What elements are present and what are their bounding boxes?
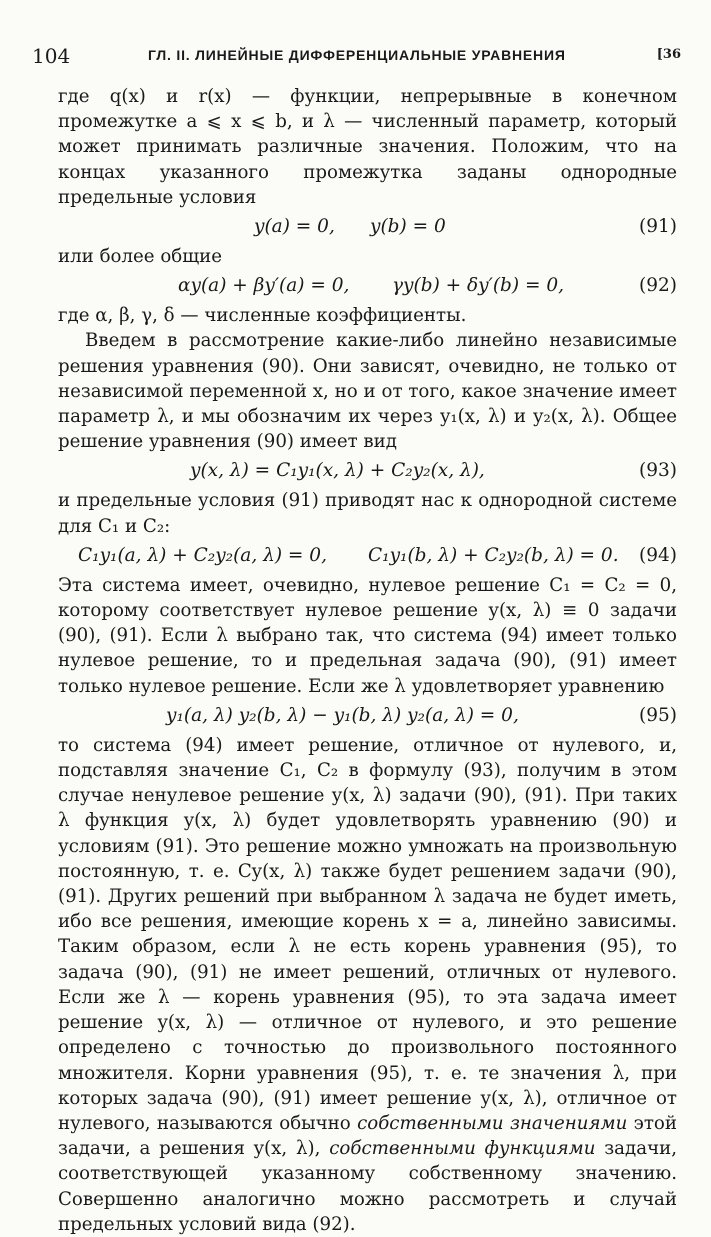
equation-number: (91) [639,216,677,238]
paragraph: или более общие [58,246,223,268]
equation-number: (95) [639,704,677,726]
equation-right: γy(b) + δy′(b) = 0, [392,275,565,297]
equation-93 [58,454,677,488]
equation-92 [58,269,677,303]
page-number: 104 [32,44,71,68]
paragraph: где q(x) и r(x) — функции, непрерывные в конечном промежутке a ⩽ x ⩽ b, и λ — численный параметр, который может принимать различные значения. Положим, что на концах указанного промежутка заданы однородные предельные условия [58,86,677,208]
equation-94 [58,539,677,573]
chapter-title: ГЛ. II. ЛИНЕЙНЫЕ ДИФФЕРЕНЦИАЛЬНЫЕ УРАВНЕНИЯ [148,47,566,63]
equation-left: y(a) = 0, [254,216,335,238]
section-marker: [36 [656,47,681,62]
emphasized-term: собственными функциями [329,1138,596,1160]
equation-formula: y₁(a, λ) y₂(b, λ) − y₁(b, λ) y₂(a, λ) = 0, [166,704,519,726]
equation-95 [58,699,677,733]
text-run: задачи, соответствующей указанному собственному значению. Совершенно аналогично можно рассмотреть и случай предельных условий вида (92). [58,1138,677,1235]
paragraph: Введем в рассмотрение какие-либо линейно независимые решения уравнения (90). Они зависят, очевидно, не только от независимой переменной x, но и от того, какое значение имеет параметр λ, и мы обозначим их через y₁(x, λ) и y₂(x, λ). Общее решение уравнения (90) имеет вид [58,330,677,453]
equation-number: (92) [639,275,677,297]
equation-right: y(b) = 0 [370,216,446,238]
equation-formula: y(x, λ) = C₁y₁(x, λ) + C₂y₂(x, λ), [190,460,485,482]
text-run: этой задачи, а решения y(x, λ), [58,1112,677,1160]
text-run: то система (94) имеет решение, отличное от нулевого, и, подставляя значение C₁, C₂ в формулу (93), получим в этом случае ненулевое решение y(x, λ) задачи (90), (91). При таких λ функция y(x, λ) будет удовлетворять уравнению (90) и условиям (91). Это решение можно умножать на произвольную постоянную, т. е. Cy(x, λ) также будет решением задачи (90), (91). Других решений при выбранном λ задача не будет иметь, ибо все решения, имеющие корень x = a, линейно зависимы. Таким образом, если λ не есть корень уравнения (95), то задача (90), (91) не имеет решений, отличных от нулевого. Если же λ — корень уравнения (95), то эта задача имеет решение y(x, λ) — отличное от нулевого, и это решение определено с точностью до произвольного постоянного множителя. Корни уравнения (95), т. е. те значения λ, при которых задача (90), (91) имеет решение y(x, λ), отличное от нулевого, называются обычно [58,734,677,1134]
equation-left: C₁y₁(a, λ) + C₂y₂(a, λ) = 0, [78,544,327,566]
paragraph: где α, β, γ, δ — численные коэффициенты. [58,305,467,327]
equation-91 [58,210,677,244]
equation-number: (94) [639,544,677,566]
emphasized-term: собственными значениями [357,1112,628,1134]
paragraph [58,733,677,1237]
equation-right: C₁y₁(b, λ) + C₂y₂(b, λ) = 0. [368,544,619,566]
page-body [58,84,677,1237]
running-header [32,44,681,76]
paragraph: Эта система имеет, очевидно, нулевое решение C₁ = C₂ = 0, которому соответствует нулевое решение y(x, λ) ≡ 0 задачи (90), (91). Если λ выбрано так, что система (94) имеет только нулевое решение, то и предельная задача (90), (91) имеет только нулевое решение. Если же λ удовлетворяет уравнению [58,574,677,697]
equation-left: αy(a) + βy′(a) = 0, [178,275,350,297]
equation-number: (93) [639,460,677,482]
paragraph: и предельные условия (91) приводят нас к однородной системе для C₁ и C₂: [58,490,677,537]
